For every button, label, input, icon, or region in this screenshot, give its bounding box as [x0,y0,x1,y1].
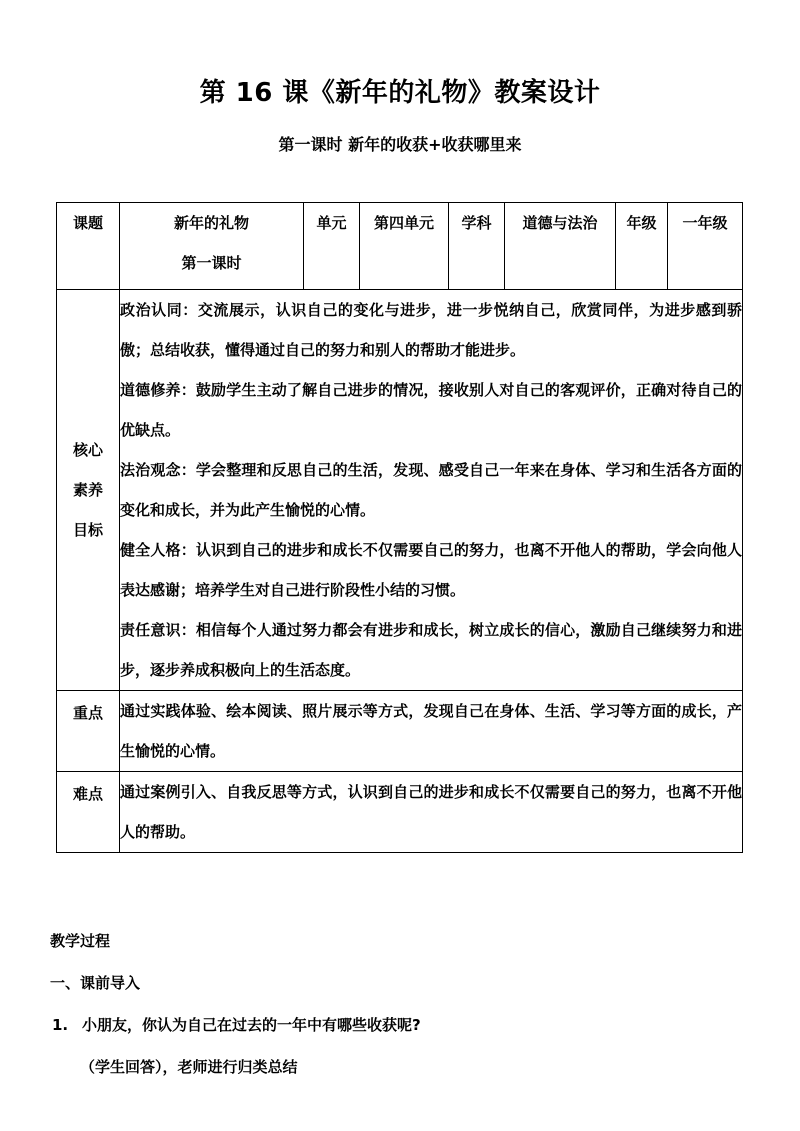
question-text: 小朋友，你认为自己在过去的一年中有哪些收获呢? [82,1016,421,1034]
grade-label-cell [616,203,668,290]
question-item [52,1014,772,1035]
core-goals-content [120,290,743,691]
question-note: （学生回答），老师进行归类总结 [80,1058,298,1076]
topic-value-line2: 第一课时 [181,254,242,272]
unit-label-cell [304,203,360,290]
difficulty-content [120,772,743,853]
page-title: 第 16 课《新年的礼物》教案设计 [199,78,601,108]
goal-moral-cultivation: 道德修养：鼓励学生主动了解自己进步的情况，接收别人对自己的客观评价，正确对待自己的优缺点。 [120,381,742,439]
key-point-label-cell [57,691,120,772]
topic-label: 课题 [72,214,103,232]
page-subtitle: 第一课时 新年的收获+收获哪里来 [278,135,522,154]
topic-value-line1: 新年的礼物 [173,214,249,232]
grade-value: 一年级 [682,214,728,232]
goal-personality: 健全人格：认识到自己的进步和成长不仅需要自己的努力，也离不开他人的帮助，学会向他人表达感谢；培养学生对自己进行阶段性小结的习惯。 [120,541,742,599]
process-heading: 教学过程 [50,932,111,950]
difficulty-label: 难点 [72,785,103,803]
subject-label: 学科 [461,214,492,232]
goal-rule-of-law: 法治观念：学会整理和反思自己的生活，发现、感受自己一年来在身体、学习和生活各方面的变化和成长，并为此产生愉悦的心情。 [120,461,742,519]
difficulty-label-cell [57,772,120,853]
grade-value-cell [668,203,743,290]
topic-label-cell [57,203,120,290]
subject-label-cell [449,203,505,290]
key-point-text: 通过实践体验、绘本阅读、照片展示等方式，发现自己在身体、生活、学习等方面的成长，产生愉悦的心情。 [120,702,742,760]
unit-value: 第四单元 [373,214,434,232]
subject-value-cell [505,203,616,290]
goal-responsibility: 责任意识：相信每个人通过努力都会有进步和成长，树立成长的信心，激励自己继续努力和进步，逐步养成积极向上的生活态度。 [120,621,742,679]
topic-value-cell [120,203,304,290]
core-goals-row [57,290,743,691]
lesson-plan-table [56,202,743,853]
key-point-label: 重点 [72,704,103,722]
key-point-content [120,691,743,772]
grade-label: 年级 [626,214,657,232]
key-point-row [57,691,743,772]
core-label-line: 目标 [72,521,103,539]
unit-label: 单元 [316,214,347,232]
unit-value-cell [360,203,449,290]
core-label-line: 核心 [72,441,103,459]
goal-political-identity: 政治认同：交流展示，认识自己的变化与进步，进一步悦纳自己，欣赏同伴，为进步感到骄傲；总结收获，懂得通过自己的努力和别人的帮助才能进步。 [120,301,742,359]
difficulty-text: 通过案例引入、自我反思等方式，认识到自己的进步和成长不仅需要自己的努力，也离不开他人的帮助。 [120,783,742,841]
core-label-line: 素养 [72,481,103,499]
question-number: 1. [52,1016,69,1034]
section-heading: 一、课前导入 [50,974,141,992]
table-header-row [57,203,743,290]
subject-value: 道德与法治 [522,214,598,232]
core-goals-label-cell [57,290,120,691]
difficulty-row [57,772,743,853]
